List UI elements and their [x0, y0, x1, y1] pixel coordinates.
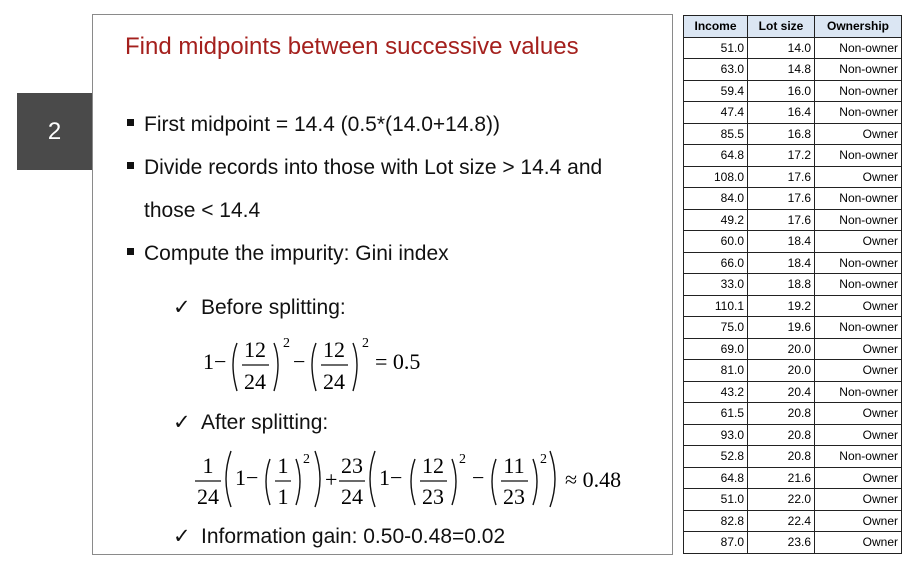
- cell-lot-size: 17.2: [748, 145, 815, 167]
- table-header-row: [684, 16, 902, 38]
- frac-denominator: 24: [197, 484, 219, 509]
- paren-left: [266, 459, 270, 505]
- table-row: [684, 295, 902, 317]
- data-table: [683, 15, 902, 554]
- cell-ownership: Non-owner: [815, 274, 902, 296]
- check-mark-icon: ✓: [173, 525, 191, 548]
- table-row: [684, 37, 902, 59]
- paren-right: [452, 459, 456, 505]
- frac-denominator: 24: [244, 369, 266, 394]
- frac-numerator: 23: [341, 453, 363, 478]
- bullet-square-icon: [127, 119, 134, 126]
- table-row: [684, 403, 902, 425]
- cell-lot-size: 17.6: [748, 166, 815, 188]
- cell-lot-size: 20.8: [748, 403, 815, 425]
- cell-income: 82.8: [684, 510, 748, 532]
- check-before-splitting: ✓ Before splitting:: [173, 296, 346, 319]
- formula-one: 1−: [203, 349, 227, 374]
- bullet-square-icon: [127, 248, 134, 255]
- frac-numerator: 11: [503, 453, 525, 478]
- slide-title: Find midpoints between successive values: [125, 33, 579, 60]
- cell-ownership: Owner: [815, 424, 902, 446]
- cell-income: 33.0: [684, 274, 748, 296]
- exponent: 2: [283, 336, 290, 351]
- cell-ownership: Owner: [815, 360, 902, 382]
- cell-ownership: Non-owner: [815, 102, 902, 124]
- formula-result: ≈ 0.48: [565, 467, 622, 492]
- cell-income: 81.0: [684, 360, 748, 382]
- cell-lot-size: 20.4: [748, 381, 815, 403]
- frac-denominator: 24: [323, 369, 345, 394]
- formula-minus: −: [293, 349, 306, 374]
- exponent: 2: [459, 452, 466, 467]
- table-row: [684, 532, 902, 554]
- frac-numerator: 1: [277, 453, 289, 478]
- table-row: [684, 188, 902, 210]
- cell-income: 93.0: [684, 424, 748, 446]
- cell-income: 43.2: [684, 381, 748, 403]
- formula-after-splitting: [191, 439, 651, 511]
- table-row: [684, 381, 902, 403]
- table-row: [684, 467, 902, 489]
- cell-lot-size: 22.0: [748, 489, 815, 511]
- bullet-divide-records-continued: those < 14.4: [144, 199, 261, 222]
- paren-left: [411, 459, 415, 505]
- formula-result: = 0.5: [375, 349, 421, 374]
- cell-income: 87.0: [684, 532, 748, 554]
- check-mark-icon: ✓: [173, 296, 191, 319]
- cell-lot-size: 17.6: [748, 209, 815, 231]
- paren-right: [296, 459, 300, 505]
- table-row: [684, 59, 902, 81]
- header-income: Income: [684, 16, 748, 38]
- cell-income: 51.0: [684, 489, 748, 511]
- table-row: [684, 274, 902, 296]
- step-number-badge: 2: [17, 93, 92, 170]
- header-lot-size: Lot size: [748, 16, 815, 38]
- table-body: [684, 37, 902, 553]
- table-row: [684, 317, 902, 339]
- frac-numerator: 12: [323, 337, 345, 362]
- bullet-first-midpoint: First midpoint = 14.4 (0.5*(14.0+14.8)): [127, 113, 500, 137]
- paren-left: [492, 459, 496, 505]
- cell-lot-size: 23.6: [748, 532, 815, 554]
- bullet-square-icon: [127, 162, 134, 169]
- cell-lot-size: 19.6: [748, 317, 815, 339]
- cell-lot-size: 19.2: [748, 295, 815, 317]
- cell-lot-size: 18.8: [748, 274, 815, 296]
- table-row: [684, 209, 902, 231]
- frac-numerator: 1: [202, 453, 214, 478]
- cell-ownership: Owner: [815, 338, 902, 360]
- cell-ownership: Owner: [815, 467, 902, 489]
- cell-lot-size: 20.0: [748, 360, 815, 382]
- table-row: [684, 510, 902, 532]
- cell-lot-size: 17.6: [748, 188, 815, 210]
- cell-lot-size: 21.6: [748, 467, 815, 489]
- cell-ownership: Owner: [815, 510, 902, 532]
- cell-ownership: Non-owner: [815, 381, 902, 403]
- formula-minus: −: [472, 465, 485, 490]
- cell-income: 84.0: [684, 188, 748, 210]
- exponent: 2: [540, 452, 547, 467]
- cell-lot-size: 18.4: [748, 231, 815, 253]
- cell-ownership: Owner: [815, 403, 902, 425]
- cell-income: 69.0: [684, 338, 748, 360]
- formula-one: 1−: [235, 465, 259, 490]
- cell-ownership: Owner: [815, 123, 902, 145]
- cell-lot-size: 16.0: [748, 80, 815, 102]
- cell-ownership: Owner: [815, 532, 902, 554]
- cell-income: 47.4: [684, 102, 748, 124]
- paren-right-large: [315, 451, 320, 507]
- cell-ownership: Owner: [815, 166, 902, 188]
- cell-lot-size: 16.8: [748, 123, 815, 145]
- cell-ownership: Owner: [815, 295, 902, 317]
- paren-right-large: [550, 451, 555, 507]
- table-row: [684, 446, 902, 468]
- cell-income: 108.0: [684, 166, 748, 188]
- cell-lot-size: 20.0: [748, 338, 815, 360]
- check-information-gain: ✓ Information gain: 0.50-0.48=0.02: [173, 525, 506, 548]
- paren-left: [312, 343, 316, 391]
- exponent: 2: [303, 452, 310, 467]
- cell-ownership: Non-owner: [815, 252, 902, 274]
- check-mark-icon: ✓: [173, 411, 191, 434]
- cell-income: 75.0: [684, 317, 748, 339]
- cell-income: 51.0: [684, 37, 748, 59]
- formula-one: 1−: [379, 465, 403, 490]
- cell-lot-size: 20.8: [748, 446, 815, 468]
- cell-ownership: Non-owner: [815, 145, 902, 167]
- table-row: [684, 338, 902, 360]
- paren-right: [533, 459, 537, 505]
- cell-income: 110.1: [684, 295, 748, 317]
- paren-left: [233, 343, 237, 391]
- table-row: [684, 252, 902, 274]
- header-ownership: Ownership: [815, 16, 902, 38]
- cell-lot-size: 22.4: [748, 510, 815, 532]
- cell-lot-size: 20.8: [748, 424, 815, 446]
- paren-right: [274, 343, 278, 391]
- frac-numerator: 12: [422, 453, 444, 478]
- cell-ownership: Non-owner: [815, 188, 902, 210]
- table-row: [684, 360, 902, 382]
- cell-ownership: Non-owner: [815, 59, 902, 81]
- cell-income: 59.4: [684, 80, 748, 102]
- cell-income: 52.8: [684, 446, 748, 468]
- cell-ownership: Non-owner: [815, 37, 902, 59]
- table-row: [684, 489, 902, 511]
- cell-income: 66.0: [684, 252, 748, 274]
- cell-income: 63.0: [684, 59, 748, 81]
- cell-income: 64.8: [684, 145, 748, 167]
- cell-income: 85.5: [684, 123, 748, 145]
- slide: [92, 14, 673, 555]
- cell-income: 60.0: [684, 231, 748, 253]
- table-row: [684, 80, 902, 102]
- frac-denominator: 23: [422, 484, 444, 509]
- cell-lot-size: 18.4: [748, 252, 815, 274]
- table-row: [684, 145, 902, 167]
- table-row: [684, 166, 902, 188]
- cell-income: 61.5: [684, 403, 748, 425]
- formula-plus: +: [325, 467, 338, 492]
- paren-right: [353, 343, 357, 391]
- cell-income: 49.2: [684, 209, 748, 231]
- paren-left-large: [226, 451, 231, 507]
- frac-denominator: 1: [277, 484, 289, 509]
- cell-ownership: Non-owner: [815, 446, 902, 468]
- cell-income: 64.8: [684, 467, 748, 489]
- cell-lot-size: 14.0: [748, 37, 815, 59]
- table-row: [684, 231, 902, 253]
- table-row: [684, 123, 902, 145]
- frac-numerator: 12: [244, 337, 266, 362]
- frac-denominator: 23: [503, 484, 525, 509]
- cell-lot-size: 14.8: [748, 59, 815, 81]
- cell-ownership: Owner: [815, 489, 902, 511]
- bullet-divide-records: Divide records into those with Lot size > 14.4 and: [127, 156, 602, 180]
- cell-ownership: Non-owner: [815, 80, 902, 102]
- cell-ownership: Non-owner: [815, 209, 902, 231]
- check-after-splitting: ✓ After splitting:: [173, 411, 329, 434]
- formula-before-splitting: [203, 327, 453, 397]
- exponent: 2: [362, 336, 369, 351]
- table-row: [684, 102, 902, 124]
- bullet-compute-impurity: Compute the impurity: Gini index: [127, 242, 449, 266]
- frac-denominator: 24: [341, 484, 363, 509]
- table-row: [684, 424, 902, 446]
- cell-lot-size: 16.4: [748, 102, 815, 124]
- cell-ownership: Non-owner: [815, 317, 902, 339]
- paren-left-large: [370, 451, 375, 507]
- cell-ownership: Owner: [815, 231, 902, 253]
